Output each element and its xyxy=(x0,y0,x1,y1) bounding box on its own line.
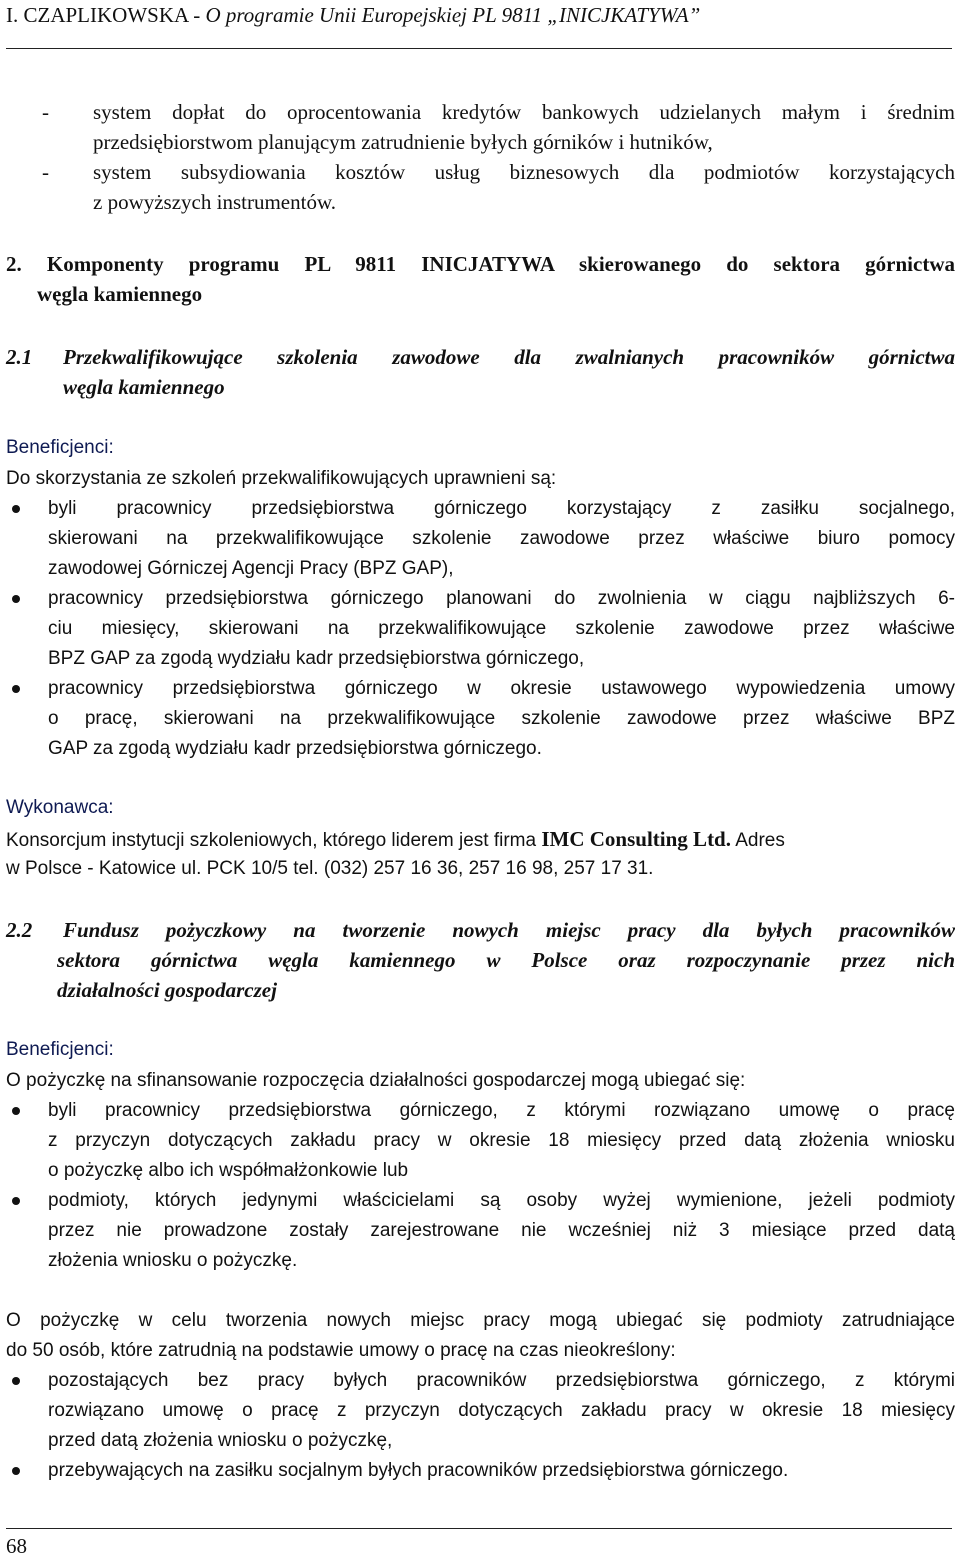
page-number: 68 xyxy=(6,1534,27,1558)
header-title: O programie Unii Europejskiej PL 9811 „INICJKATYWA” xyxy=(205,3,701,27)
bullet-2-line-2: ciu miesięcy, skierowani na przekwalifikowujące szkolenie zawodowe przez właściwe xyxy=(48,618,955,639)
bullet-2-line-3: BPZ GAP za zgodą wydziału kadr przedsiębiorstwa górniczego, xyxy=(48,648,585,669)
bullet-2-line-1: pracownicy przedsiębiorstwa górniczego planowani do zwolnienia w ciągu najbliższych 6- xyxy=(48,588,955,609)
dash-marker: - xyxy=(42,160,49,184)
bullet-icon xyxy=(12,685,20,693)
loan-bullet-2-line-2: przez nie prowadzone zostały zarejestrowane nie wcześniej niż 3 miesiące przed datą xyxy=(48,1220,955,1241)
para-2-line-1: O pożyczkę w celu tworzenia nowych miejsc pracy mogą ubiegać się podmioty zatrudniające xyxy=(6,1310,955,1331)
section-2-1-title-line-2: węgla kamiennego xyxy=(63,375,225,399)
loan-bullet-2-line-1: podmioty, których jedynymi właścicielami są osoby wyżej wymienione, jeżeli podmioty xyxy=(48,1190,955,1211)
bullet-icon xyxy=(12,505,20,513)
intro-item-1-line-1: system dopłat do oprocentowania kredytów bankowych udzielanych małym i średnim xyxy=(93,100,955,124)
intro-item-2-line-2: z powyższych instrumentów. xyxy=(93,190,336,214)
intro-item-2-line-1: system subsydiowania kosztów usług biznesowych dla podmiotów korzystających xyxy=(93,160,955,184)
bullet-icon xyxy=(12,1377,20,1385)
section-2-heading-line-2: węgla kamiennego xyxy=(37,282,203,306)
loan-bullet-1-line-3: o pożyczkę albo ich współmałżonkowie lub xyxy=(48,1160,409,1181)
contractor-company: IMC Consulting Ltd. xyxy=(541,827,731,851)
beneficiaries-intro: Do skorzystania ze szkoleń przekwalifikowujących uprawnieni są: xyxy=(6,468,557,489)
footer-rule xyxy=(6,1528,952,1529)
bullet-1-line-1: byli pracownicy przedsiębiorstwa górniczego korzystający z zasiłku socjalnego, xyxy=(48,498,955,519)
job-bullet-1-line-2: rozwiązano umowę o pracę z przyczyn dotyczących zakładu pracy w okresie 18 miesięcy xyxy=(48,1400,955,1421)
loan-intro: O pożyczkę na sfinansowanie rozpoczęcia działalności gospodarczej mogą ubiegać się: xyxy=(6,1070,746,1091)
dash-marker: - xyxy=(42,100,49,124)
bullet-icon xyxy=(12,1467,20,1475)
bullet-3-line-2: o pracę, skierowani na przekwalifikowujące szkolenie zawodowe przez właściwe BPZ xyxy=(48,708,955,729)
bullet-1-line-3: zawodowej Górniczej Agencji Pracy (BPZ GAP), xyxy=(48,558,454,579)
bullet-icon xyxy=(12,1107,20,1115)
section-2-heading-line-1: 2. Komponenty programu PL 9811 INICJATYWA skierowanego do sektora górnictwa xyxy=(6,252,955,276)
contractor-label: Wykonawca: xyxy=(6,797,114,818)
para-2-line-2: do 50 osób, które zatrudnią na podstawie umowy o pracę na czas nieokreślony: xyxy=(6,1340,676,1361)
loan-bullet-1-line-1: byli pracownicy przedsiębiorstwa górniczego, z którymi rozwiązano umowę o pracę xyxy=(48,1100,955,1121)
header-rule xyxy=(6,48,952,49)
section-2-1-number: 2.1 xyxy=(6,345,33,369)
job-bullet-1-line-3: przed datą złożenia wniosku o pożyczkę, xyxy=(48,1430,393,1451)
bullet-3-line-1: pracownicy przedsiębiorstwa górniczego w okresie ustawowego wypowiedzenia umowy xyxy=(48,678,955,699)
section-2-2-title-line-3: działalności gospodarczej xyxy=(57,978,277,1002)
section-2-2-title-line-1: Fundusz pożyczkowy na tworzenie nowych miejsc pracy dla byłych pracowników xyxy=(63,918,955,942)
bullet-icon xyxy=(12,1197,20,1205)
running-header xyxy=(6,2,700,28)
job-bullet-2-line-1: przebywających na zasiłku socjalnym byłych pracowników przedsiębiorstwa górniczego. xyxy=(48,1460,789,1481)
bullet-icon xyxy=(12,595,20,603)
loan-bullet-2-line-3: złożenia wniosku o pożyczkę. xyxy=(48,1250,298,1271)
beneficiaries-label: Beneficjenci: xyxy=(6,437,114,458)
header-author: I. CZAPLIKOWSKA - xyxy=(6,3,206,27)
contractor-text: Konsorcjum instytucji szkoleniowych, którego liderem jest firma xyxy=(6,830,542,851)
intro-item-1-line-2: przedsiębiorstwom planującym zatrudnienie byłych górników i hutników, xyxy=(93,130,713,154)
section-2-2-number: 2.2 xyxy=(6,918,33,942)
contractor-line-2: w Polsce - Katowice ul. PCK 10/5 tel. (032) 257 16 36, 257 16 98, 257 17 31. xyxy=(6,858,654,879)
section-2-1-title-line-1: Przekwalifikowujące szkolenia zawodowe dla zwalnianych pracowników górnictwa xyxy=(63,345,955,369)
bullet-3-line-3: GAP za zgodą wydziału kadr przedsiębiorstwa górniczego. xyxy=(48,738,542,759)
contractor-address-label: Adres xyxy=(731,830,785,851)
beneficiaries-label-2: Beneficjenci: xyxy=(6,1039,114,1060)
loan-bullet-1-line-2: z przyczyn dotyczących zakładu pracy w okresie 18 miesięcy przed datą złożenia wniosku xyxy=(48,1130,955,1151)
bullet-1-line-2: skierowani na przekwalifikowujące szkolenie zawodowe przez właściwe biuro pomocy xyxy=(48,528,955,549)
job-bullet-1-line-1: pozostających bez pracy byłych pracowników przedsiębiorstwa górniczego, z którymi xyxy=(48,1370,955,1391)
contractor-line-1 xyxy=(6,825,955,855)
section-2-2-title-line-2: sektora górnictwa węgla kamiennego w Polsce oraz rozpoczynanie przez nich xyxy=(57,948,955,972)
